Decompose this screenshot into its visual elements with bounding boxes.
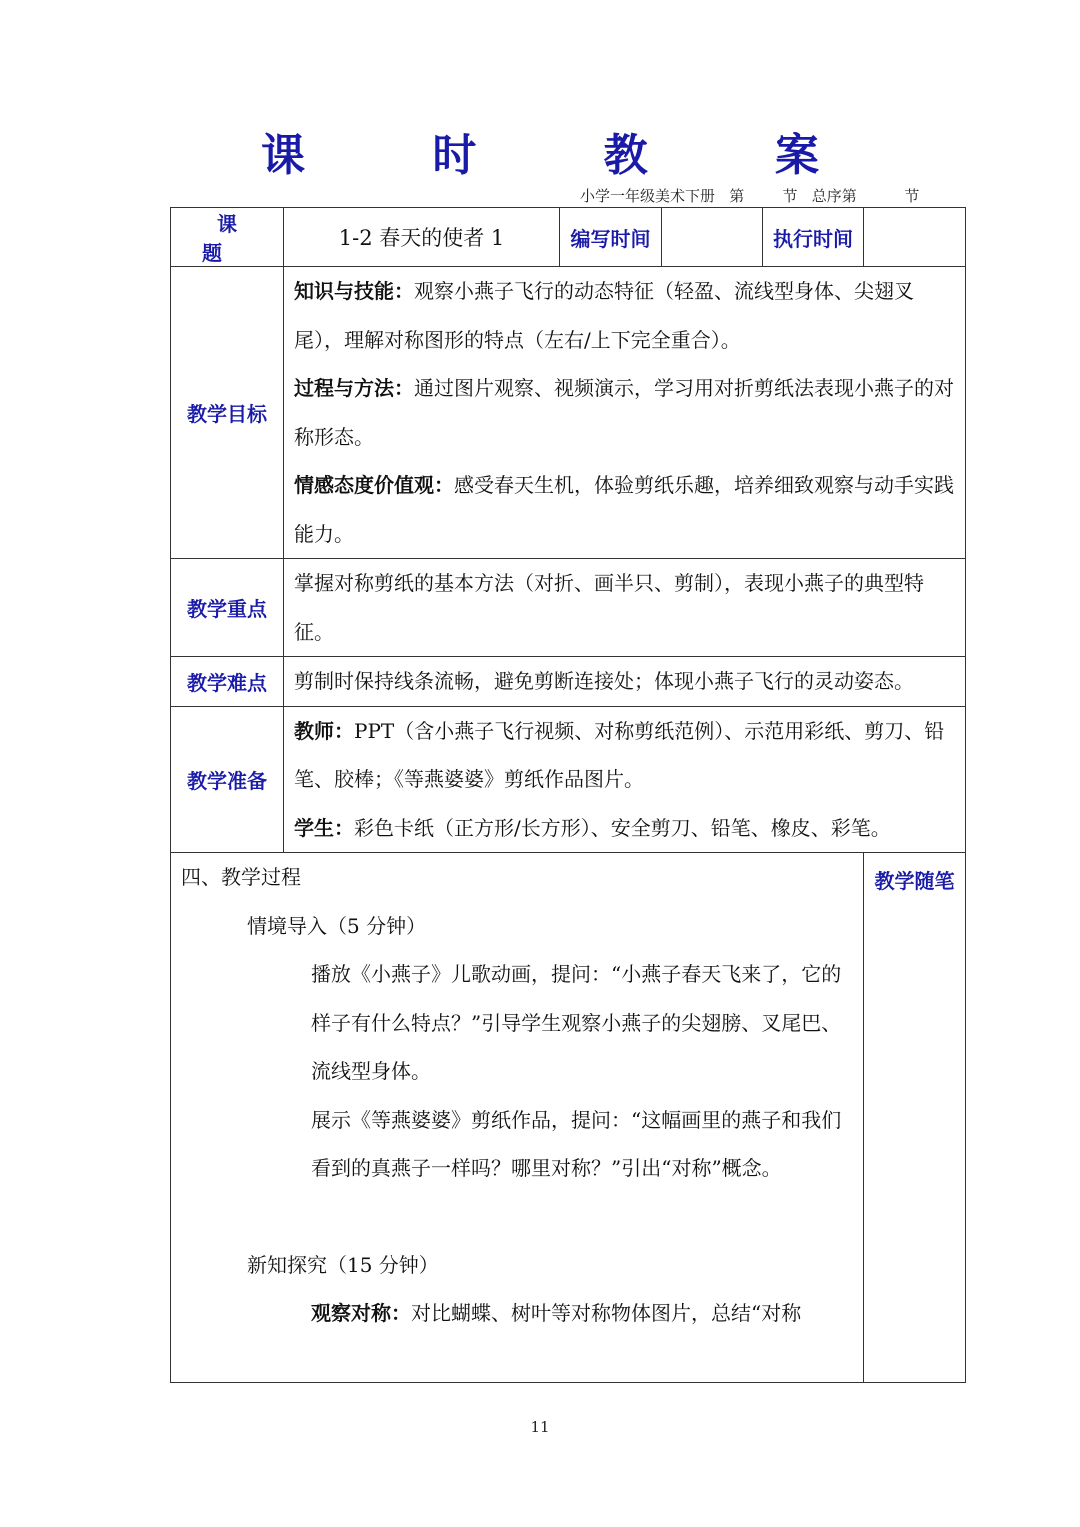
exec-time-value bbox=[864, 208, 966, 267]
goal-item: 情感态度价值观：感受春天生机，体验剪纸乐趣，培养细致观察与动手实践能力。 bbox=[294, 473, 954, 546]
key-points-row bbox=[171, 559, 966, 657]
notes-label: 教学随笔 bbox=[864, 853, 966, 1383]
prep-item: 教师：PPT（含小燕子飞行视频、对称剪纸范例）、示范用彩纸、剪刀、铅笔、胶棒；《等燕婆婆》剪纸作品图片。 bbox=[294, 718, 945, 791]
goals-label: 教学目标 bbox=[171, 267, 284, 559]
lesson-plan-table bbox=[170, 207, 965, 1383]
goal-item: 知识与技能：观察小燕子飞行的动态特征（轻盈、流线型身体、尖翅叉尾），理解对称图形的特点（左右/上下完全重合）。 bbox=[294, 279, 914, 352]
goals-row bbox=[171, 267, 966, 559]
grade-section-line: 小学一年级美术下册 第 节 总序第 节 bbox=[580, 187, 920, 205]
key-points-label: 教学重点 bbox=[171, 559, 284, 657]
process-heading: 四、教学过程 bbox=[181, 865, 301, 889]
process-content bbox=[171, 853, 864, 1383]
spacer bbox=[171, 1193, 863, 1241]
preparation-content bbox=[284, 706, 966, 853]
difficulties-text: 剪制时保持线条流畅，避免剪断连接处；体现小燕子飞行的灵动姿态。 bbox=[284, 657, 966, 707]
prep-item: 学生：彩色卡纸（正方形/长方形）、安全剪刀、铅笔、橡皮、彩笔。 bbox=[294, 815, 891, 840]
paragraph: 播放《小燕子》儿歌动画，提问：“小燕子春天飞来了，它的样子有什么特点？”引导学生观察小燕子的尖翅膀、叉尾巴、流线型身体。 bbox=[311, 962, 842, 1083]
page-number: 11 bbox=[530, 1418, 550, 1436]
goal-item: 过程与方法：通过图片观察、视频演示，学习用对折剪纸法表现小燕子的对称形态。 bbox=[294, 376, 954, 449]
topic-label: 课 题 bbox=[171, 208, 284, 267]
goals-content bbox=[284, 267, 966, 559]
written-time-label: 编写时间 bbox=[560, 208, 662, 267]
section-title: 新知探究（15 分钟） bbox=[247, 1252, 439, 1277]
preparation-label: 教学准备 bbox=[171, 706, 284, 853]
difficulties-row bbox=[171, 657, 966, 707]
section-title: 情境导入（5 分钟） bbox=[247, 913, 427, 938]
paragraph: 展示《等燕婆婆》剪纸作品，提问：“这幅画里的燕子和我们看到的真燕子一样吗？哪里对称？”引出“对称”概念。 bbox=[311, 1107, 842, 1180]
topic-value: 1-2 春天的使者 1 bbox=[284, 208, 560, 267]
document-title: 课 时 教 案 bbox=[261, 130, 875, 181]
written-time-value bbox=[662, 208, 763, 267]
preparation-row bbox=[171, 706, 966, 853]
key-points-text: 掌握对称剪纸的基本方法（对折、画半只、剪制），表现小燕子的典型特征。 bbox=[284, 559, 966, 657]
exec-time-label: 执行时间 bbox=[763, 208, 864, 267]
difficulties-label: 教学难点 bbox=[171, 657, 284, 707]
info-row bbox=[171, 208, 966, 267]
paragraph: 观察对称：对比蝴蝶、树叶等对称物体图片，总结“对称 bbox=[311, 1301, 802, 1325]
process-row bbox=[171, 853, 966, 1383]
